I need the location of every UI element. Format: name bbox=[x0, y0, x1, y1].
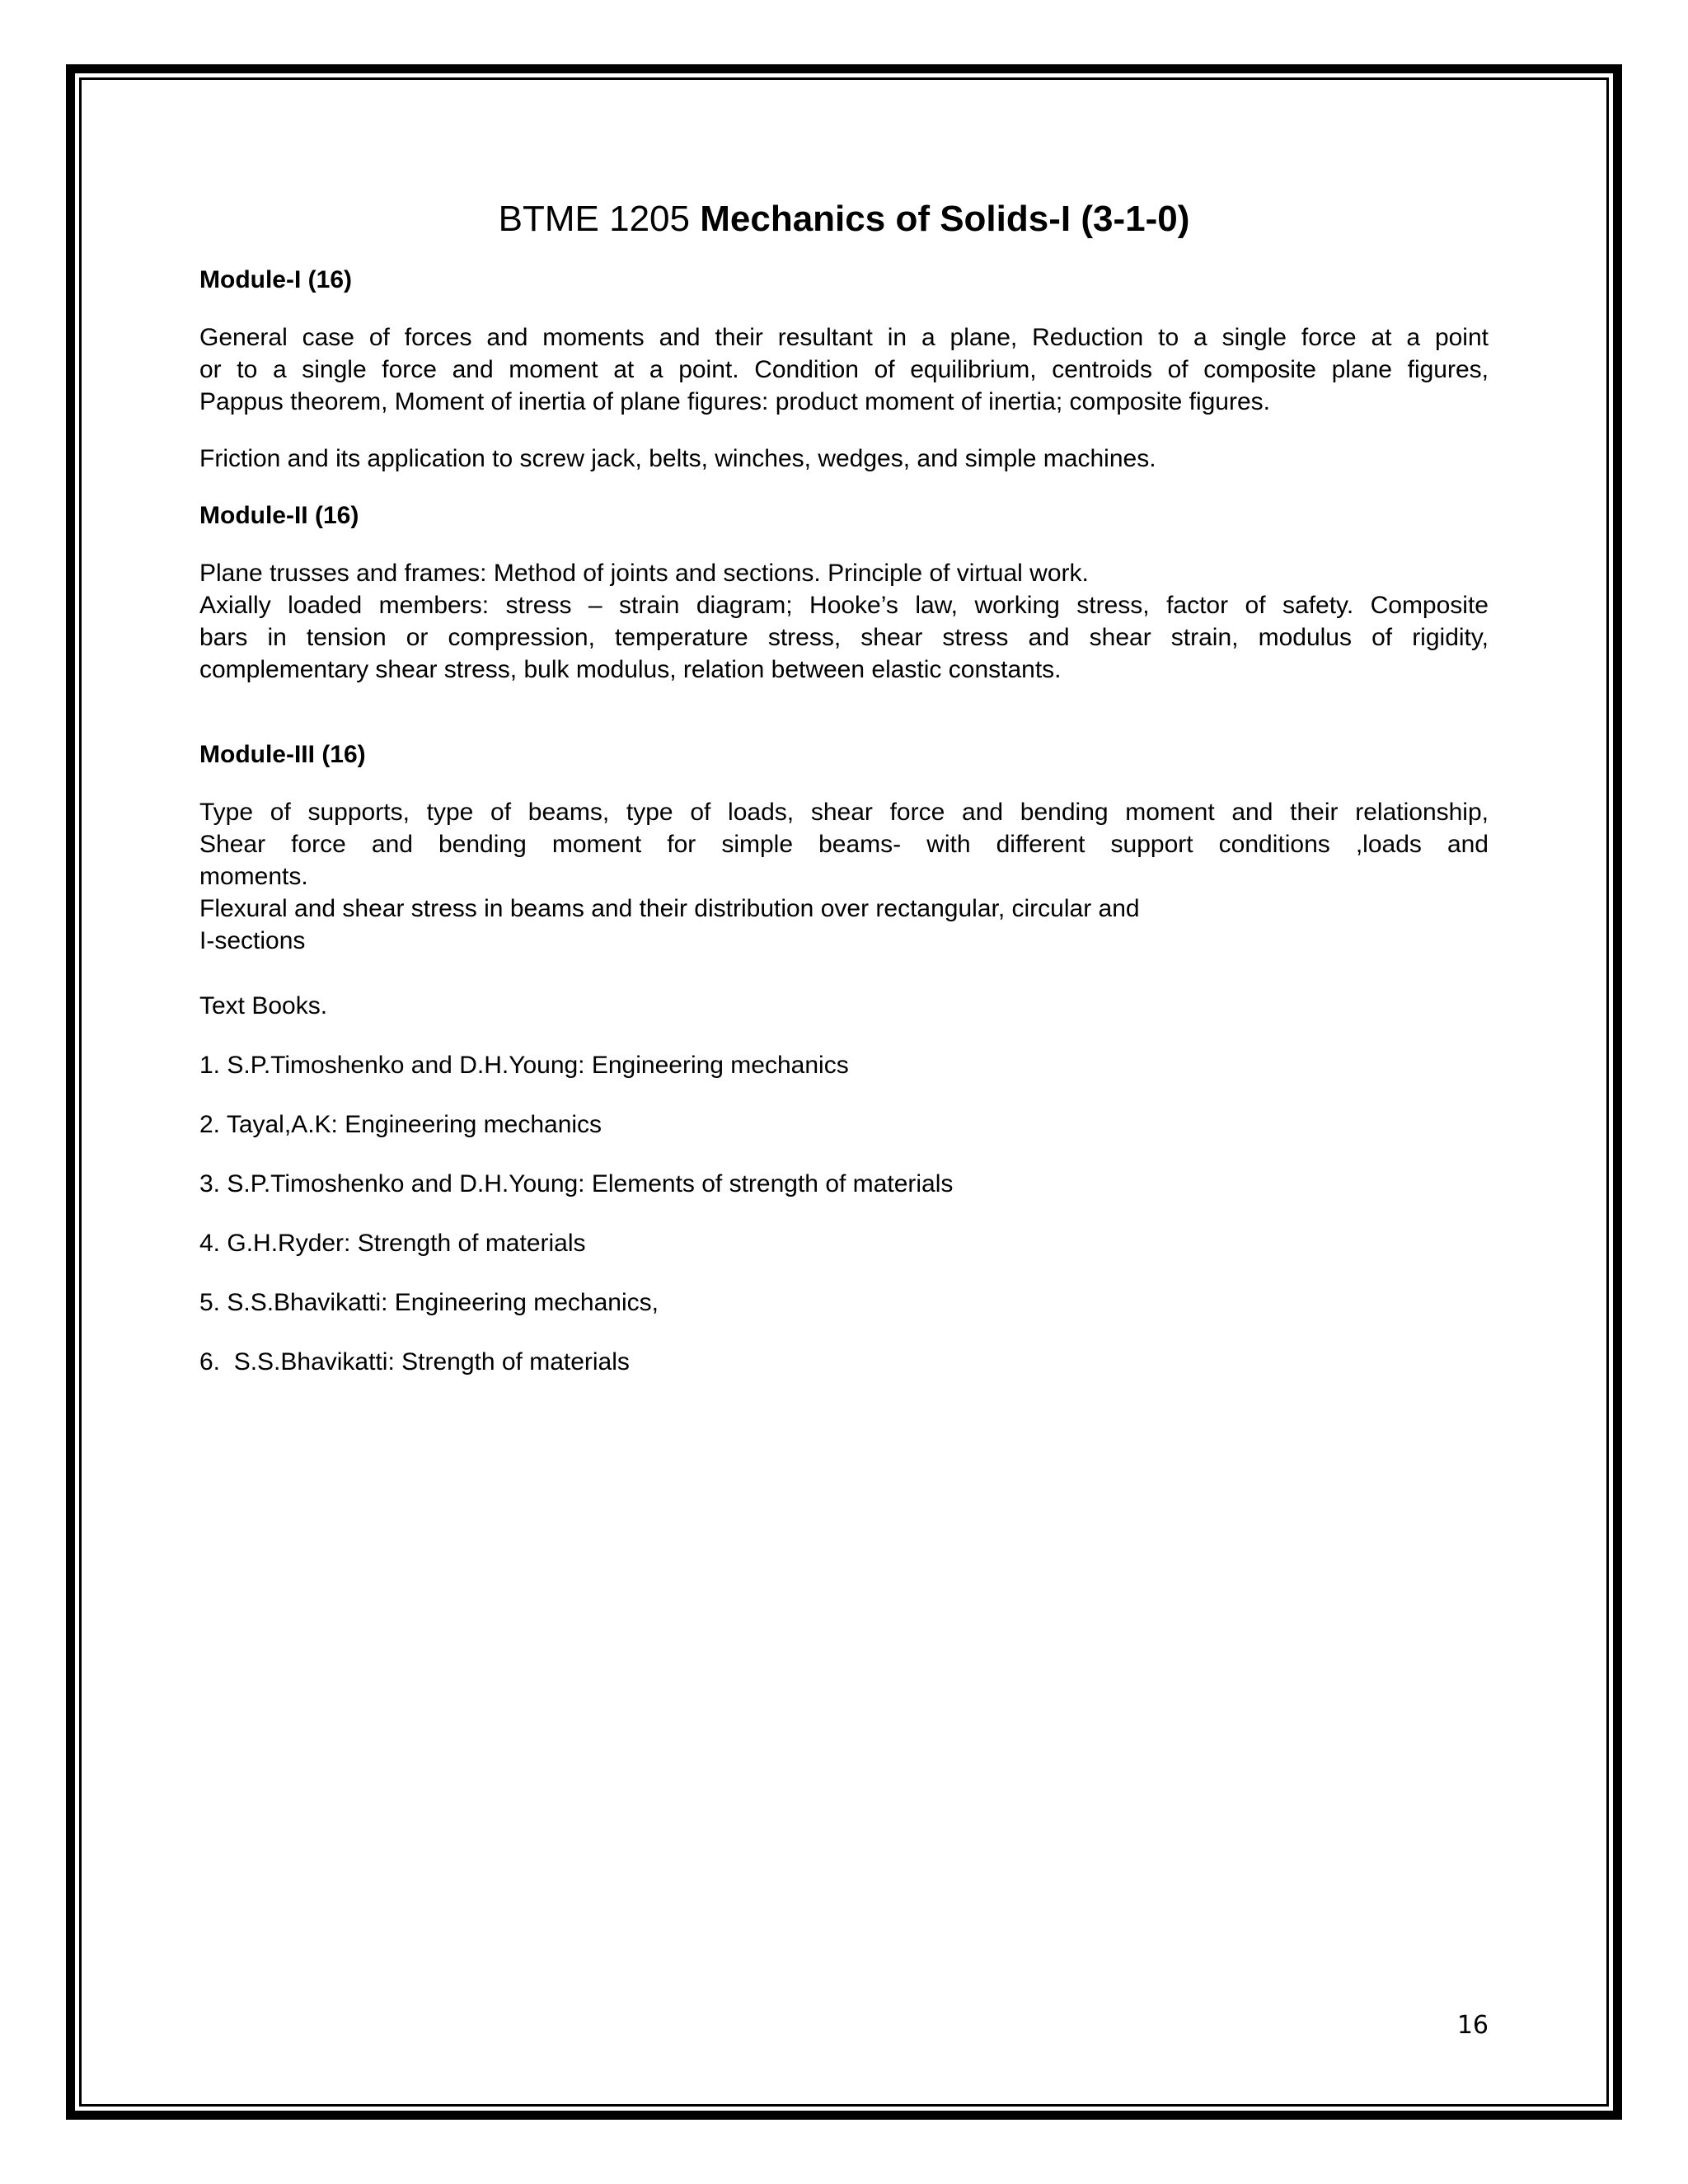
text-line: Plane trusses and frames: Method of joints and sections. Principle of virtual work. bbox=[199, 560, 1089, 587]
text-line: Shear force and bending moment for simple beams- with different support conditions ,loads and bbox=[199, 831, 1489, 858]
text-line: Type of supports, type of beams, type of loads, shear force and bending moment and their relationship, bbox=[199, 799, 1489, 826]
text-line: General case of forces and moments and their resultant in a plane, Reduction to a single force at a point bbox=[199, 324, 1489, 351]
module-3-heading: Module-III (16) bbox=[199, 741, 366, 768]
text-book-item: 3. S.P.Timoshenko and D.H.Young: Elements of strength of materials bbox=[199, 1170, 954, 1197]
text-line: Flexural and shear stress in beams and their distribution over rectangular, circular and bbox=[199, 895, 1140, 922]
page-number: 16 bbox=[1456, 2011, 1489, 2040]
course-name: Mechanics of Solids-I (3-1-0) bbox=[700, 199, 1190, 239]
text-line: I-sections bbox=[199, 927, 306, 954]
course-code: BTME 1205 bbox=[498, 199, 690, 239]
text-line: or to a single force and moment at a point. Condition of equilibrium, centroids of composite plane figures, bbox=[199, 356, 1489, 383]
text-book-item: 5. S.S.Bhavikatti: Engineering mechanics, bbox=[199, 1289, 659, 1316]
module-1-paragraph-2 bbox=[199, 443, 1489, 475]
text-line: complementary shear stress, bulk modulus, relation between elastic constants. bbox=[199, 656, 1062, 683]
text-line: Friction and its application to screw jack, belts, winches, wedges, and simple machines. bbox=[199, 445, 1156, 472]
course-title bbox=[199, 194, 1489, 244]
module-1-paragraph-1 bbox=[199, 321, 1489, 418]
module-2-paragraph-1 bbox=[199, 557, 1489, 686]
text-book-item: 1. S.P.Timoshenko and D.H.Young: Engineering mechanics bbox=[199, 1052, 849, 1079]
text-book-item: 4. G.H.Ryder: Strength of materials bbox=[199, 1230, 586, 1257]
text-line: Axially loaded members: stress – strain diagram; Hooke’s law, working stress, factor of safety. Composite bbox=[199, 592, 1489, 619]
text-line: bars in tension or compression, temperature stress, shear stress and shear strain, modulus of rigidity, bbox=[199, 624, 1489, 651]
document-body bbox=[199, 194, 1489, 1405]
module-3-paragraph-1 bbox=[199, 796, 1489, 957]
module-1-heading: Module-I (16) bbox=[199, 266, 352, 293]
text-book-item: 6. S.S.Bhavikatti: Strength of materials bbox=[199, 1348, 630, 1376]
text-books-heading: Text Books. bbox=[199, 992, 328, 1019]
text-line: moments. bbox=[199, 863, 308, 890]
text-book-item: 2. Tayal,A.K: Engineering mechanics bbox=[199, 1111, 603, 1138]
module-2-heading: Module-II (16) bbox=[199, 502, 359, 529]
text-line: Pappus theorem, Moment of inertia of plane figures: product moment of inertia; composite figures. bbox=[199, 388, 1270, 415]
